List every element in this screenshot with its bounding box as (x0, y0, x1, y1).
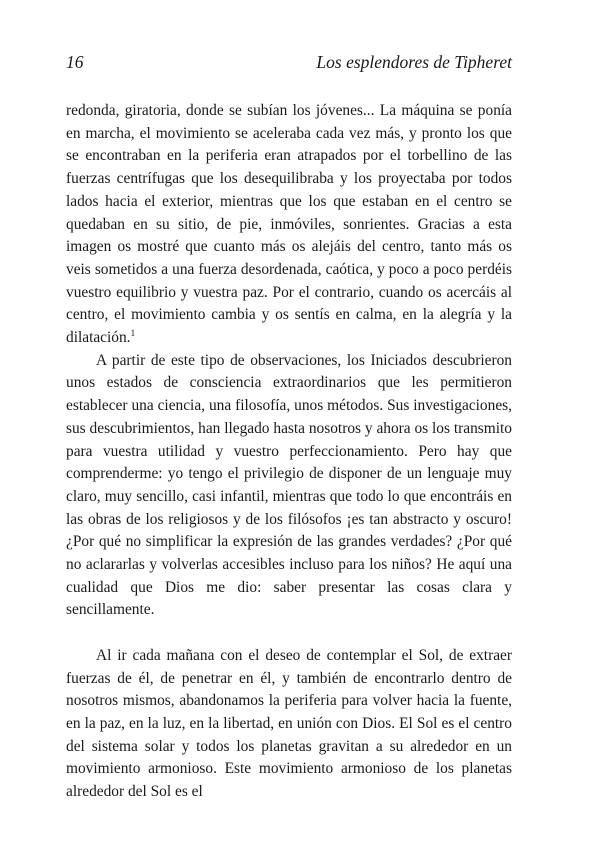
body-text (66, 100, 512, 804)
running-header (66, 52, 512, 73)
running-title: Los esplendores de Tipheret (316, 52, 512, 72)
paragraph-3: Al ir cada mañana con el deseo de contemplar el Sol, de extraer fuerzas de él, de penetrar en él, y también de encontrarlo dentro de nosotros mismos, abandonamos la periferia para volver hacia la fuente, en la paz, en la luz, en la libertad, en unión con Dios. El Sol es el centro del sistema solar y todos los planetas gravitan a su alrededor en un movimiento armonioso. Este movimiento armonioso de los planetas alrededor del Sol es el (66, 646, 512, 801)
paragraph-1-text: redonda, giratoria, donde se subían los jóvenes... La máquina se ponía en marcha, el movimiento se aceleraba cada vez más, y pronto los que se encontraban en la periferia eran atrapados por el torbellino de las fuerzas centrífugas que los desequilibraba y los proyectaba por todos lados hacia el exterior, mientras que los que estaban en el centro se quedaban en su sitio, de pie, inmóviles, sonrientes. Gracias a esta imagen os mostré que cuanto más os alejáis del centro, tanto más os veis sometidos a una fuerza desordenada, caótica, y poco a poco perdéis vuestro equilibrio y vuestra paz. Por el contrario, cuando os acercáis al centro, el movimiento cambia y os sentís en calma, en la alegría y la dilatación. (66, 102, 512, 347)
paragraph-2: A partir de este tipo de observaciones, los Iniciados descubrieron unos estados de consciencia extraordinarios que les permitieron establecer una ciencia, una filosofía, unos métodos. Sus investigaciones, sus descubrimientos, han llegado hasta nosotros y ahora os los transmito para vuestra utilidad y vuestro perfeccionamiento. Pero hay que comprenderme: yo tengo el privilegio de disponer de un lenguaje muy claro, muy sencillo, casi infantil, mientras que todo lo que encontráis en las obras de los religiosos y de los filósofos ¡es tan abstracto y oscuro! ¿Por qué no simplificar la expresión de las grandes verdades? ¿Por qué no aclararlas y volverlas accesibles incluso para los niños? He aquí una cualidad que Dios me dio: saber presentar las cosas clara y sencillamente. (66, 351, 512, 619)
page-number: 16 (66, 52, 84, 72)
paragraph-1 (66, 100, 512, 350)
footnote-ref: 1 (130, 329, 136, 340)
